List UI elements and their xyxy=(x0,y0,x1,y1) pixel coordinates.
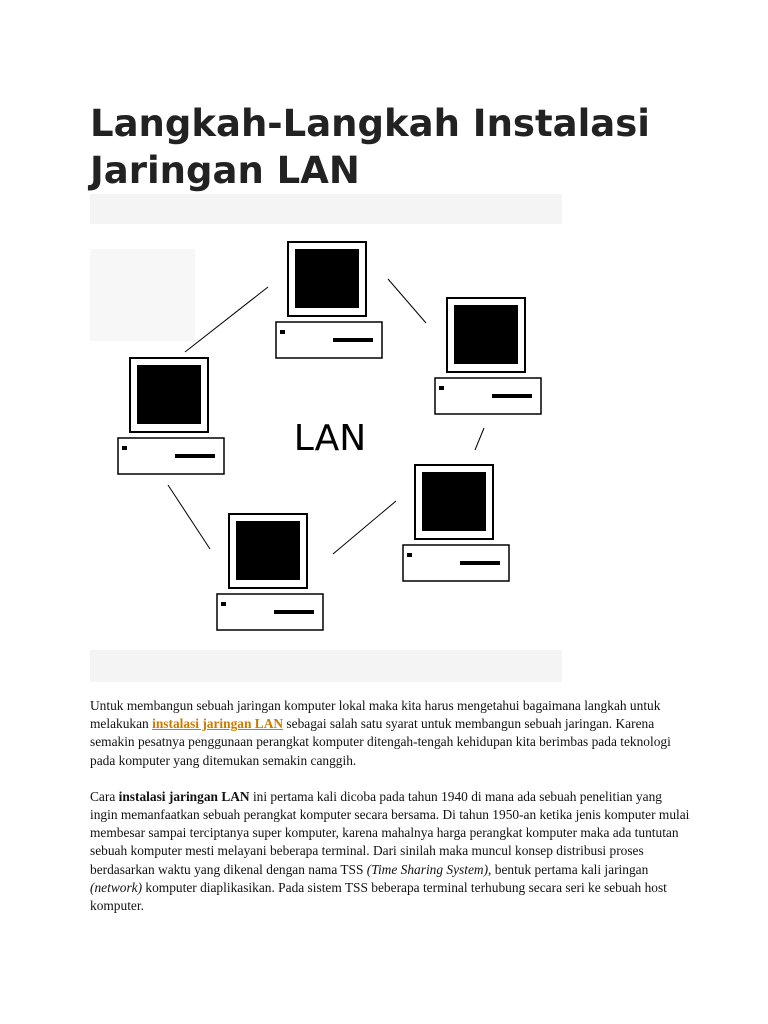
lan-diagram xyxy=(90,194,562,682)
computer-icon xyxy=(276,242,382,358)
link-line xyxy=(475,428,484,450)
italic-term: (network) xyxy=(90,879,143,895)
paragraph-1: Untuk membangun sebuah jaringan komputer lokal maka kita harus mengetahui bagaimana langkah untuk melakukan instalasi jaringan LAN sebagai salah satu syarat untuk membangun sebuah jaringan. Karena semakin pesatnya penggunaan perangkat komputer ditengah-tengah kehidupan kita berimbas pada teknologi pada komputer yang ditemukan semakin canggih. xyxy=(90,698,671,768)
link-line xyxy=(168,485,210,549)
instalasi-jaringan-lan-link[interactable]: instalasi jaringan LAN xyxy=(152,716,284,732)
link-line xyxy=(185,287,268,352)
lan-diagram-svg xyxy=(90,194,562,682)
paragraph-2: Cara instalasi jaringan LAN ini pertama kali dicoba pada tahun 1940 di mana ada sebuah penelitian yang ingin memanfaatkan sebuah perangkat komputer secara bersama. Di tahun 1950-an ketika jenis komputer mulai membesar sampai terciptanya super komputer, karena mahalnya harga perangkat komputer maka ada tuntutan sebuah komputer mesti melayani beberapa terminal. Dari sinilah maka muncul konsep distribusi proses berdasarkan waktu yang dikenal dengan nama TSS (Time Sharing System), bentuk pertama kali jaringan (network) komputer diaplikasikan. Pada sistem TSS beberapa terminal terhubung secara seri ke sebuah host komputer. xyxy=(90,788,690,914)
computer-icon xyxy=(435,298,541,414)
article-body xyxy=(90,697,690,933)
link-line xyxy=(333,501,396,554)
computer-icon xyxy=(403,465,509,581)
lan-label: LAN xyxy=(293,418,367,459)
italic-term: (Time Sharing System) xyxy=(366,861,489,877)
computer-icon xyxy=(217,514,323,630)
bold-term: instalasi jaringan LAN xyxy=(118,788,250,804)
computer-icon xyxy=(118,358,224,474)
link-line xyxy=(388,279,426,323)
page-title: Langkah-Langkah Instalasi Jaringan LAN xyxy=(90,102,650,192)
